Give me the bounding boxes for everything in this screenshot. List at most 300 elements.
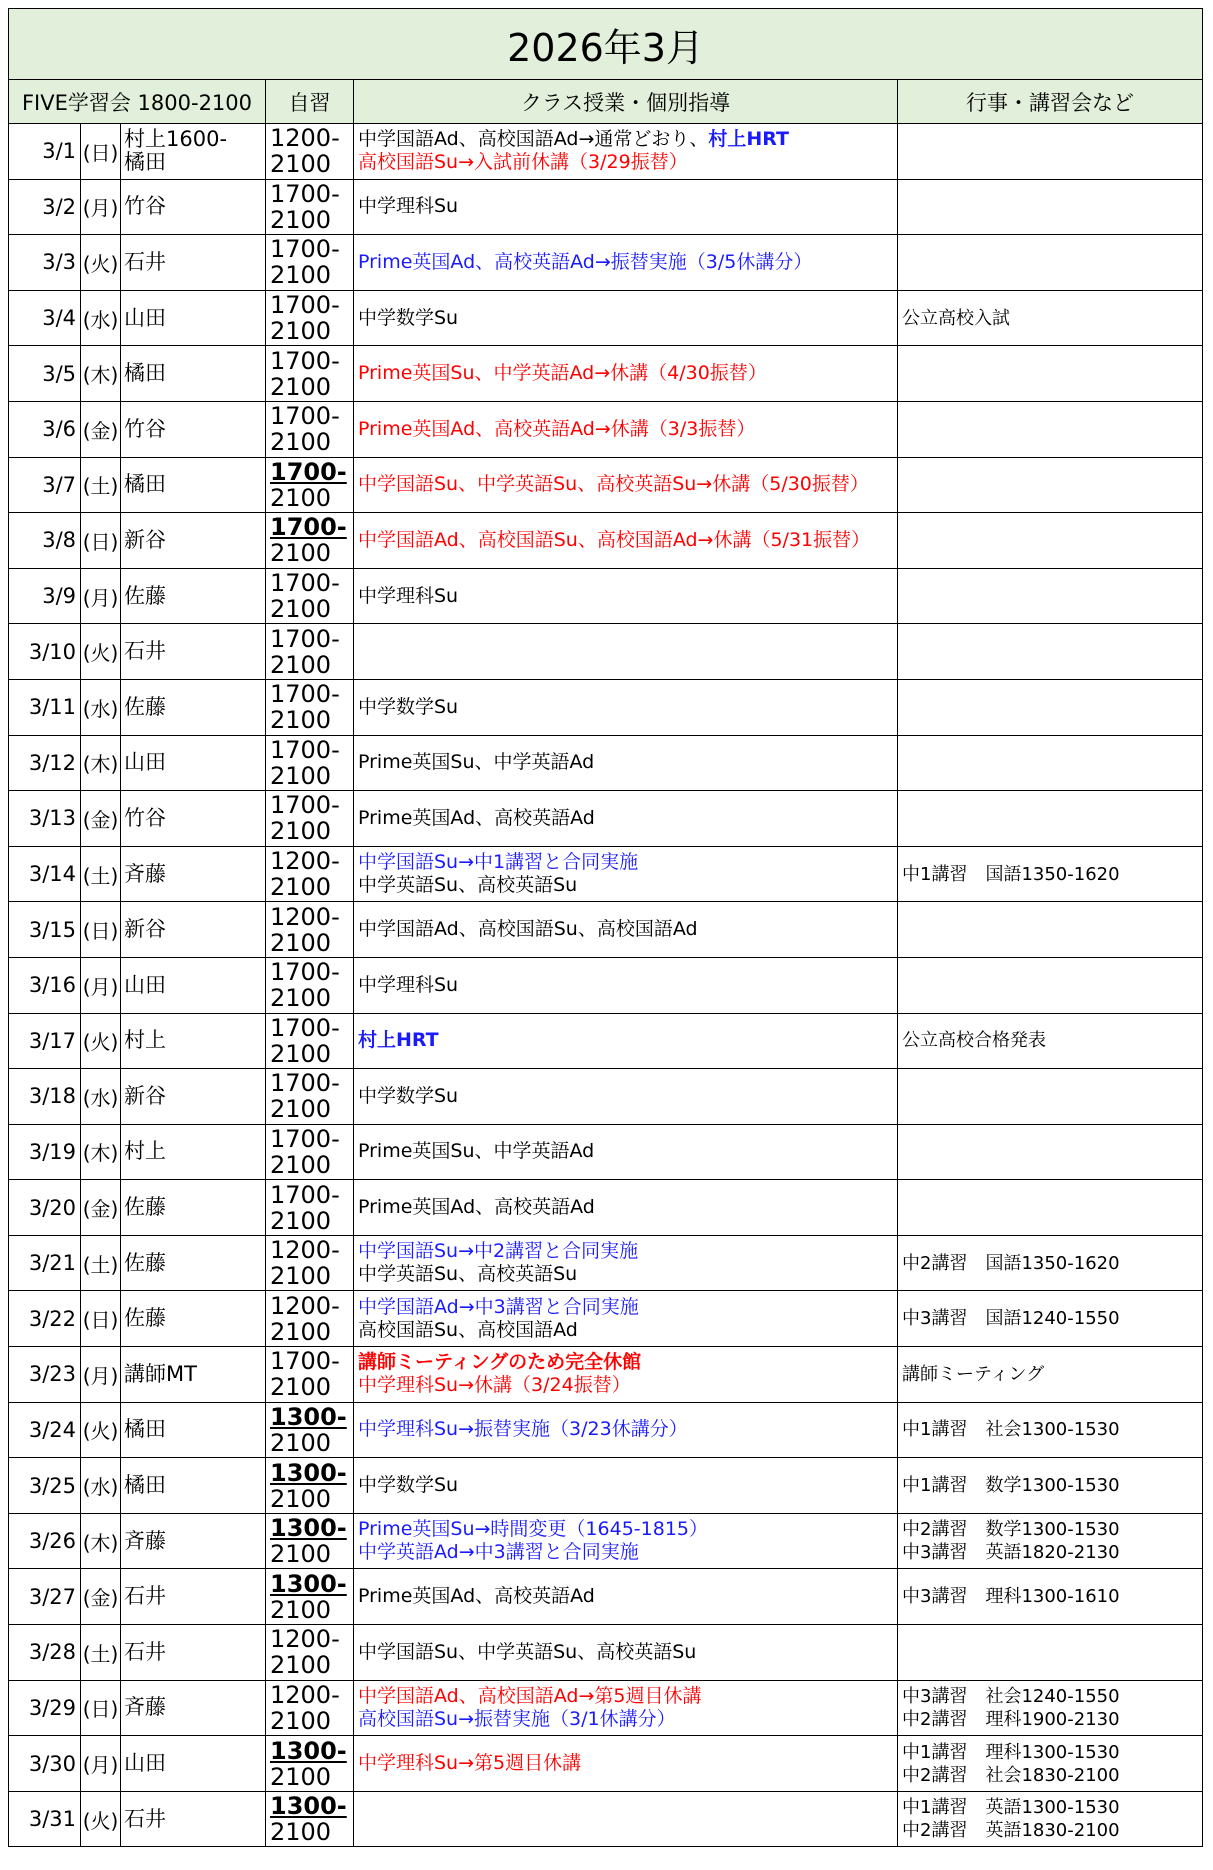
self-study-time: 1200-	[270, 847, 340, 876]
staff-name: 橘田	[124, 1473, 166, 1498]
event-text: 中1講習 理科1300-1530	[902, 1741, 1120, 1763]
self-study-time: 1200-	[270, 124, 340, 153]
class-text: 中学国語Su、中学英語Su、高校英語Su→休講（5/30振替）	[358, 473, 869, 496]
class-text: 中学国語Ad→中3講習と合同実施	[358, 1295, 639, 1318]
table-row	[9, 346, 1203, 402]
staff-name: 新谷	[124, 1083, 166, 1108]
class-cell	[354, 957, 898, 1013]
date-cell: 3/15	[9, 902, 81, 958]
staff-name: 新谷	[124, 917, 166, 942]
class-line	[358, 696, 897, 719]
date-cell: 3/31	[9, 1791, 81, 1847]
weekday-cell: (土)	[81, 1625, 121, 1681]
self-study-time: 1200-	[270, 1625, 340, 1654]
event-cell	[898, 1625, 1203, 1681]
class-line	[358, 585, 897, 608]
class-text: Prime英国Ad、高校英語Ad	[358, 806, 595, 829]
event-text: 中1講習 国語1350-1620	[902, 863, 1120, 885]
class-line	[358, 151, 897, 174]
staff-cell	[121, 1235, 266, 1291]
self-study-time: 1700-	[270, 513, 347, 542]
date-cell: 3/9	[9, 568, 81, 624]
table-row	[9, 846, 1203, 902]
self-study-time: 2100	[270, 1373, 332, 1402]
class-cell	[354, 1180, 898, 1236]
self-study-cell	[266, 1513, 354, 1569]
class-line	[358, 1296, 897, 1319]
class-line	[358, 874, 897, 897]
class-text: 中学英語Su、高校英語Su	[358, 874, 578, 897]
event-cell	[898, 568, 1203, 624]
weekday-cell: (水)	[81, 679, 121, 735]
table-row	[9, 290, 1203, 346]
table-row	[9, 401, 1203, 457]
staff-cell	[121, 1291, 266, 1347]
event-cell	[898, 902, 1203, 958]
staff-cell	[121, 957, 266, 1013]
staff-cell	[121, 124, 266, 180]
self-study-cell	[266, 1625, 354, 1681]
self-study-time: 2100	[270, 873, 332, 902]
self-study-time: 1300-	[270, 1458, 347, 1487]
date-cell: 3/3	[9, 235, 81, 291]
self-study-time: 2100	[270, 1262, 332, 1291]
class-text: 中学理科Su	[358, 973, 459, 996]
date-cell: 3/22	[9, 1291, 81, 1347]
class-cell	[354, 1291, 898, 1347]
staff-name: 橘田	[124, 361, 166, 386]
event-cell	[898, 290, 1203, 346]
self-study-cell	[266, 1124, 354, 1180]
class-text: 中学理科Su→休講（3/24振替）	[358, 1374, 631, 1397]
table-row	[9, 791, 1203, 847]
table-row	[9, 1124, 1203, 1180]
event-cell	[898, 401, 1203, 457]
event-cell	[898, 513, 1203, 569]
staff-cell	[121, 1625, 266, 1681]
event-text: 公立高校入試	[902, 307, 1010, 329]
staff-cell	[121, 1347, 266, 1403]
weekday-cell: (土)	[81, 457, 121, 513]
weekday-cell: (木)	[81, 1513, 121, 1569]
staff-cell	[121, 846, 266, 902]
date-cell: 3/30	[9, 1736, 81, 1792]
weekday-cell: (日)	[81, 1291, 121, 1347]
self-study-cell	[266, 1569, 354, 1625]
staff-name: 竹谷	[124, 805, 166, 830]
date-cell: 3/29	[9, 1680, 81, 1736]
self-study-cell	[266, 235, 354, 291]
event-text: 中2講習 理科1900-2130	[902, 1708, 1120, 1730]
class-text: Prime英国Su、中学英語Ad	[358, 751, 595, 774]
weekday-cell: (月)	[81, 957, 121, 1013]
table-row	[9, 679, 1203, 735]
class-text: Prime英国Su→時間変更（1645-1815）	[358, 1518, 708, 1541]
class-line	[358, 1752, 897, 1775]
class-text: 中学国語Ad、高校国語Ad→第5週目休講	[358, 1684, 702, 1707]
self-study-time: 2100	[270, 817, 332, 846]
class-line	[358, 1351, 897, 1374]
class-cell	[354, 624, 898, 680]
event-cell	[898, 1235, 1203, 1291]
staff-name: 佐藤	[124, 694, 166, 719]
class-line	[358, 851, 897, 874]
class-cell	[354, 679, 898, 735]
weekday-cell: (木)	[81, 735, 121, 791]
date-cell: 3/28	[9, 1625, 81, 1681]
staff-name: 村上1600-	[124, 127, 228, 152]
class-text: Prime英国Su、中学英語Ad→休講（4/30振替）	[358, 362, 767, 385]
staff-cell	[121, 457, 266, 513]
weekday-cell: (日)	[81, 124, 121, 180]
staff-cell	[121, 513, 266, 569]
self-study-time: 1700-	[270, 291, 340, 320]
event-text: 中2講習 社会1830-2100	[902, 1764, 1120, 1786]
class-line	[358, 1585, 897, 1608]
self-study-time: 1300-	[270, 1402, 347, 1431]
table-row	[9, 513, 1203, 569]
self-study-time: 1300-	[270, 1736, 347, 1765]
table-row	[9, 1791, 1203, 1847]
self-study-time: 1300-	[270, 1792, 347, 1821]
self-study-cell	[266, 1458, 354, 1514]
self-study-cell	[266, 902, 354, 958]
self-study-time: 1700-	[270, 179, 340, 208]
self-study-cell	[266, 846, 354, 902]
event-cell	[898, 1513, 1203, 1569]
self-study-time: 2100	[270, 317, 332, 346]
staff-cell	[121, 235, 266, 291]
table-row	[9, 457, 1203, 513]
date-cell: 3/23	[9, 1347, 81, 1403]
staff-name: 斉藤	[124, 1695, 166, 1720]
header-events: 行事・講習会など	[898, 80, 1203, 124]
staff-cell	[121, 1569, 266, 1625]
staff-name: 石井	[124, 249, 166, 274]
staff-cell	[121, 290, 266, 346]
event-cell	[898, 679, 1203, 735]
header-classes: クラス授業・個別指導	[354, 80, 898, 124]
class-text: 高校国語Su、高校国語Ad	[358, 1318, 578, 1341]
self-study-time: 2100	[270, 984, 332, 1013]
staff-cell	[121, 902, 266, 958]
class-text: 高校国語Su→振替実施（3/1休講分）	[358, 1707, 676, 1730]
date-cell: 3/24	[9, 1402, 81, 1458]
event-cell	[898, 1069, 1203, 1125]
event-cell	[898, 791, 1203, 847]
class-line	[358, 1319, 897, 1342]
event-cell	[898, 1736, 1203, 1792]
table-row	[9, 1235, 1203, 1291]
staff-cell	[121, 1736, 266, 1792]
staff-cell	[121, 1069, 266, 1125]
self-study-time: 2100	[270, 483, 332, 512]
date-cell: 3/8	[9, 513, 81, 569]
header-five: FIVE学習会 1800-2100	[9, 80, 266, 124]
table-row	[9, 1291, 1203, 1347]
self-study-time: 2100	[270, 150, 332, 179]
class-line	[358, 918, 897, 941]
event-cell	[898, 1402, 1203, 1458]
event-cell	[898, 179, 1203, 235]
date-cell: 3/11	[9, 679, 81, 735]
staff-name: 佐藤	[124, 1250, 166, 1275]
self-study-time: 1200-	[270, 902, 340, 931]
self-study-time: 2100	[270, 372, 332, 401]
table-row	[9, 1402, 1203, 1458]
self-study-cell	[266, 401, 354, 457]
self-study-cell	[266, 1736, 354, 1792]
class-cell	[354, 124, 898, 180]
self-study-time: 1700-	[270, 1180, 340, 1209]
staff-cell	[121, 346, 266, 402]
table-row	[9, 235, 1203, 291]
date-cell: 3/1	[9, 124, 81, 180]
event-text: 中1講習 数学1300-1530	[902, 1475, 1120, 1497]
event-cell	[898, 1347, 1203, 1403]
self-study-time: 2100	[270, 1706, 332, 1735]
weekday-cell: (日)	[81, 513, 121, 569]
class-cell	[354, 902, 898, 958]
class-line	[358, 974, 897, 997]
class-text: 中学理科Su→振替実施（3/23休講分）	[358, 1418, 688, 1441]
date-cell: 3/12	[9, 735, 81, 791]
self-study-cell	[266, 735, 354, 791]
self-study-cell	[266, 1680, 354, 1736]
event-cell	[898, 1013, 1203, 1069]
event-text: 中1講習 英語1300-1530	[902, 1797, 1120, 1819]
self-study-time: 2100	[270, 1540, 332, 1569]
class-line	[358, 807, 897, 830]
self-study-time: 1700-	[270, 569, 340, 598]
staff-cell	[121, 1180, 266, 1236]
class-text: Prime英国Ad、高校英語Ad	[358, 1196, 595, 1219]
class-line	[358, 1029, 897, 1052]
class-cell	[354, 1569, 898, 1625]
event-cell	[898, 957, 1203, 1013]
class-cell	[354, 1124, 898, 1180]
event-text: 中1講習 社会1300-1530	[902, 1419, 1120, 1441]
self-study-time: 1700-	[270, 1013, 340, 1042]
class-cell	[354, 179, 898, 235]
weekday-cell: (金)	[81, 401, 121, 457]
class-line	[358, 1518, 897, 1541]
self-study-time: 1700-	[270, 791, 340, 820]
class-cell	[354, 846, 898, 902]
class-cell	[354, 235, 898, 291]
event-cell	[898, 1291, 1203, 1347]
self-study-cell	[266, 679, 354, 735]
self-study-time: 1200-	[270, 1236, 340, 1265]
class-line	[358, 751, 897, 774]
page-title: 2026年3月	[9, 9, 1203, 80]
date-cell: 3/27	[9, 1569, 81, 1625]
class-line	[358, 251, 897, 274]
self-study-cell	[266, 624, 354, 680]
class-text: 中学英語Ad→中3講習と合同実施	[358, 1541, 639, 1564]
event-text: 講師ミーティング	[902, 1363, 1045, 1385]
self-study-cell	[266, 179, 354, 235]
class-text: 高校国語Su→入試前休講（3/29振替）	[358, 151, 688, 174]
class-text: 中学国語Su→中1講習と合同実施	[358, 851, 639, 874]
class-text: Prime英国Ad、高校英語Ad→振替実施（3/5休講分）	[358, 250, 813, 273]
class-line	[358, 1374, 897, 1397]
weekday-cell: (火)	[81, 1013, 121, 1069]
event-cell	[898, 1791, 1203, 1847]
date-cell: 3/7	[9, 457, 81, 513]
class-line	[358, 1474, 897, 1497]
weekday-cell: (月)	[81, 1736, 121, 1792]
staff-cell	[121, 1013, 266, 1069]
staff-cell	[121, 568, 266, 624]
weekday-cell: (金)	[81, 791, 121, 847]
staff-cell	[121, 624, 266, 680]
class-text: 中学理科Su	[358, 584, 459, 607]
class-text: 中学数学Su	[358, 1474, 459, 1497]
header-self-study: 自習	[266, 80, 354, 124]
class-cell	[354, 1513, 898, 1569]
date-cell: 3/5	[9, 346, 81, 402]
class-cell	[354, 1625, 898, 1681]
self-study-time: 2100	[270, 1095, 332, 1124]
staff-name: 村上	[124, 1139, 166, 1164]
class-cell	[354, 1791, 898, 1847]
self-study-cell	[266, 346, 354, 402]
event-text: 公立高校合格発表	[902, 1030, 1046, 1052]
self-study-time: 2100	[270, 1206, 332, 1235]
self-study-time: 2100	[270, 1762, 332, 1791]
self-study-time: 1700-	[270, 457, 347, 486]
table-row	[9, 624, 1203, 680]
self-study-cell	[266, 1069, 354, 1125]
class-text: 中学理科Su→第5週目休講	[358, 1752, 582, 1775]
class-line	[358, 1541, 897, 1564]
class-cell	[354, 1402, 898, 1458]
class-text: 中学数学Su	[358, 1084, 459, 1107]
self-study-time: 1700-	[270, 624, 340, 653]
weekday-cell: (水)	[81, 1069, 121, 1125]
staff-name: 佐藤	[124, 583, 166, 608]
class-text: 中学数学Su	[358, 695, 459, 718]
date-cell: 3/10	[9, 624, 81, 680]
self-study-cell	[266, 457, 354, 513]
self-study-cell	[266, 1402, 354, 1458]
class-line	[358, 195, 897, 218]
class-text: 村上HRT	[358, 1029, 439, 1052]
staff-name: 橘田	[124, 1417, 166, 1442]
self-study-time: 1300-	[270, 1569, 347, 1598]
class-cell	[354, 1347, 898, 1403]
staff-name: 村上	[124, 1028, 166, 1053]
staff-cell	[121, 1791, 266, 1847]
class-text: 講師ミーティングのため完全休館	[358, 1351, 642, 1374]
self-study-time: 2100	[270, 261, 332, 290]
table-row	[9, 957, 1203, 1013]
self-study-cell	[266, 1347, 354, 1403]
class-line	[358, 1641, 897, 1664]
weekday-cell: (火)	[81, 624, 121, 680]
event-text: 中3講習 国語1240-1550	[902, 1308, 1120, 1330]
class-cell	[354, 791, 898, 847]
event-cell	[898, 624, 1203, 680]
self-study-time: 1700-	[270, 1347, 340, 1376]
date-cell: 3/17	[9, 1013, 81, 1069]
table-row	[9, 1180, 1203, 1236]
class-line	[358, 1685, 897, 1708]
weekday-cell: (水)	[81, 290, 121, 346]
self-study-time: 1700-	[270, 402, 340, 431]
staff-name: 橘田	[124, 150, 166, 175]
staff-name: 石井	[124, 639, 166, 664]
weekday-cell: (火)	[81, 235, 121, 291]
table-row	[9, 1513, 1203, 1569]
self-study-cell	[266, 124, 354, 180]
class-text: 村上HRT	[708, 128, 790, 151]
class-text: 中学英語Su、高校英語Su	[358, 1263, 578, 1286]
self-study-cell	[266, 513, 354, 569]
class-cell	[354, 1235, 898, 1291]
staff-name: 斉藤	[124, 1528, 166, 1553]
event-cell	[898, 457, 1203, 513]
table-row	[9, 1736, 1203, 1792]
staff-cell	[121, 179, 266, 235]
self-study-cell	[266, 290, 354, 346]
event-cell	[898, 1180, 1203, 1236]
staff-name: 講師MT	[124, 1361, 197, 1386]
class-text: Prime英国Su、中学英語Ad	[358, 1140, 595, 1163]
self-study-time: 1700-	[270, 958, 340, 987]
staff-cell	[121, 1513, 266, 1569]
staff-cell	[121, 735, 266, 791]
event-text: 中2講習 数学1300-1530	[902, 1519, 1120, 1541]
self-study-cell	[266, 1235, 354, 1291]
event-cell	[898, 1458, 1203, 1514]
class-line	[358, 418, 897, 441]
self-study-cell	[266, 791, 354, 847]
table-row	[9, 1625, 1203, 1681]
staff-name: 山田	[124, 750, 166, 775]
weekday-cell: (金)	[81, 1180, 121, 1236]
class-line	[358, 1196, 897, 1219]
weekday-cell: (月)	[81, 179, 121, 235]
self-study-time: 2100	[270, 706, 332, 735]
staff-name: 石井	[124, 1806, 166, 1831]
date-cell: 3/25	[9, 1458, 81, 1514]
self-study-time: 1700-	[270, 1069, 340, 1098]
staff-cell	[121, 679, 266, 735]
self-study-cell	[266, 1013, 354, 1069]
date-cell: 3/18	[9, 1069, 81, 1125]
self-study-cell	[266, 1791, 354, 1847]
class-cell	[354, 401, 898, 457]
staff-cell	[121, 401, 266, 457]
self-study-time: 2100	[270, 539, 332, 568]
self-study-cell	[266, 568, 354, 624]
self-study-time: 2100	[270, 1317, 332, 1346]
class-text: 中学国語Su、中学英語Su、高校英語Su	[358, 1640, 697, 1663]
class-line	[358, 307, 897, 330]
weekday-cell: (月)	[81, 568, 121, 624]
date-cell: 3/4	[9, 290, 81, 346]
event-cell	[898, 1124, 1203, 1180]
weekday-cell: (木)	[81, 346, 121, 402]
weekday-cell: (月)	[81, 1347, 121, 1403]
staff-name: 斉藤	[124, 861, 166, 886]
table-row	[9, 1569, 1203, 1625]
staff-name: 佐藤	[124, 1195, 166, 1220]
class-cell	[354, 1458, 898, 1514]
table-row	[9, 1458, 1203, 1514]
